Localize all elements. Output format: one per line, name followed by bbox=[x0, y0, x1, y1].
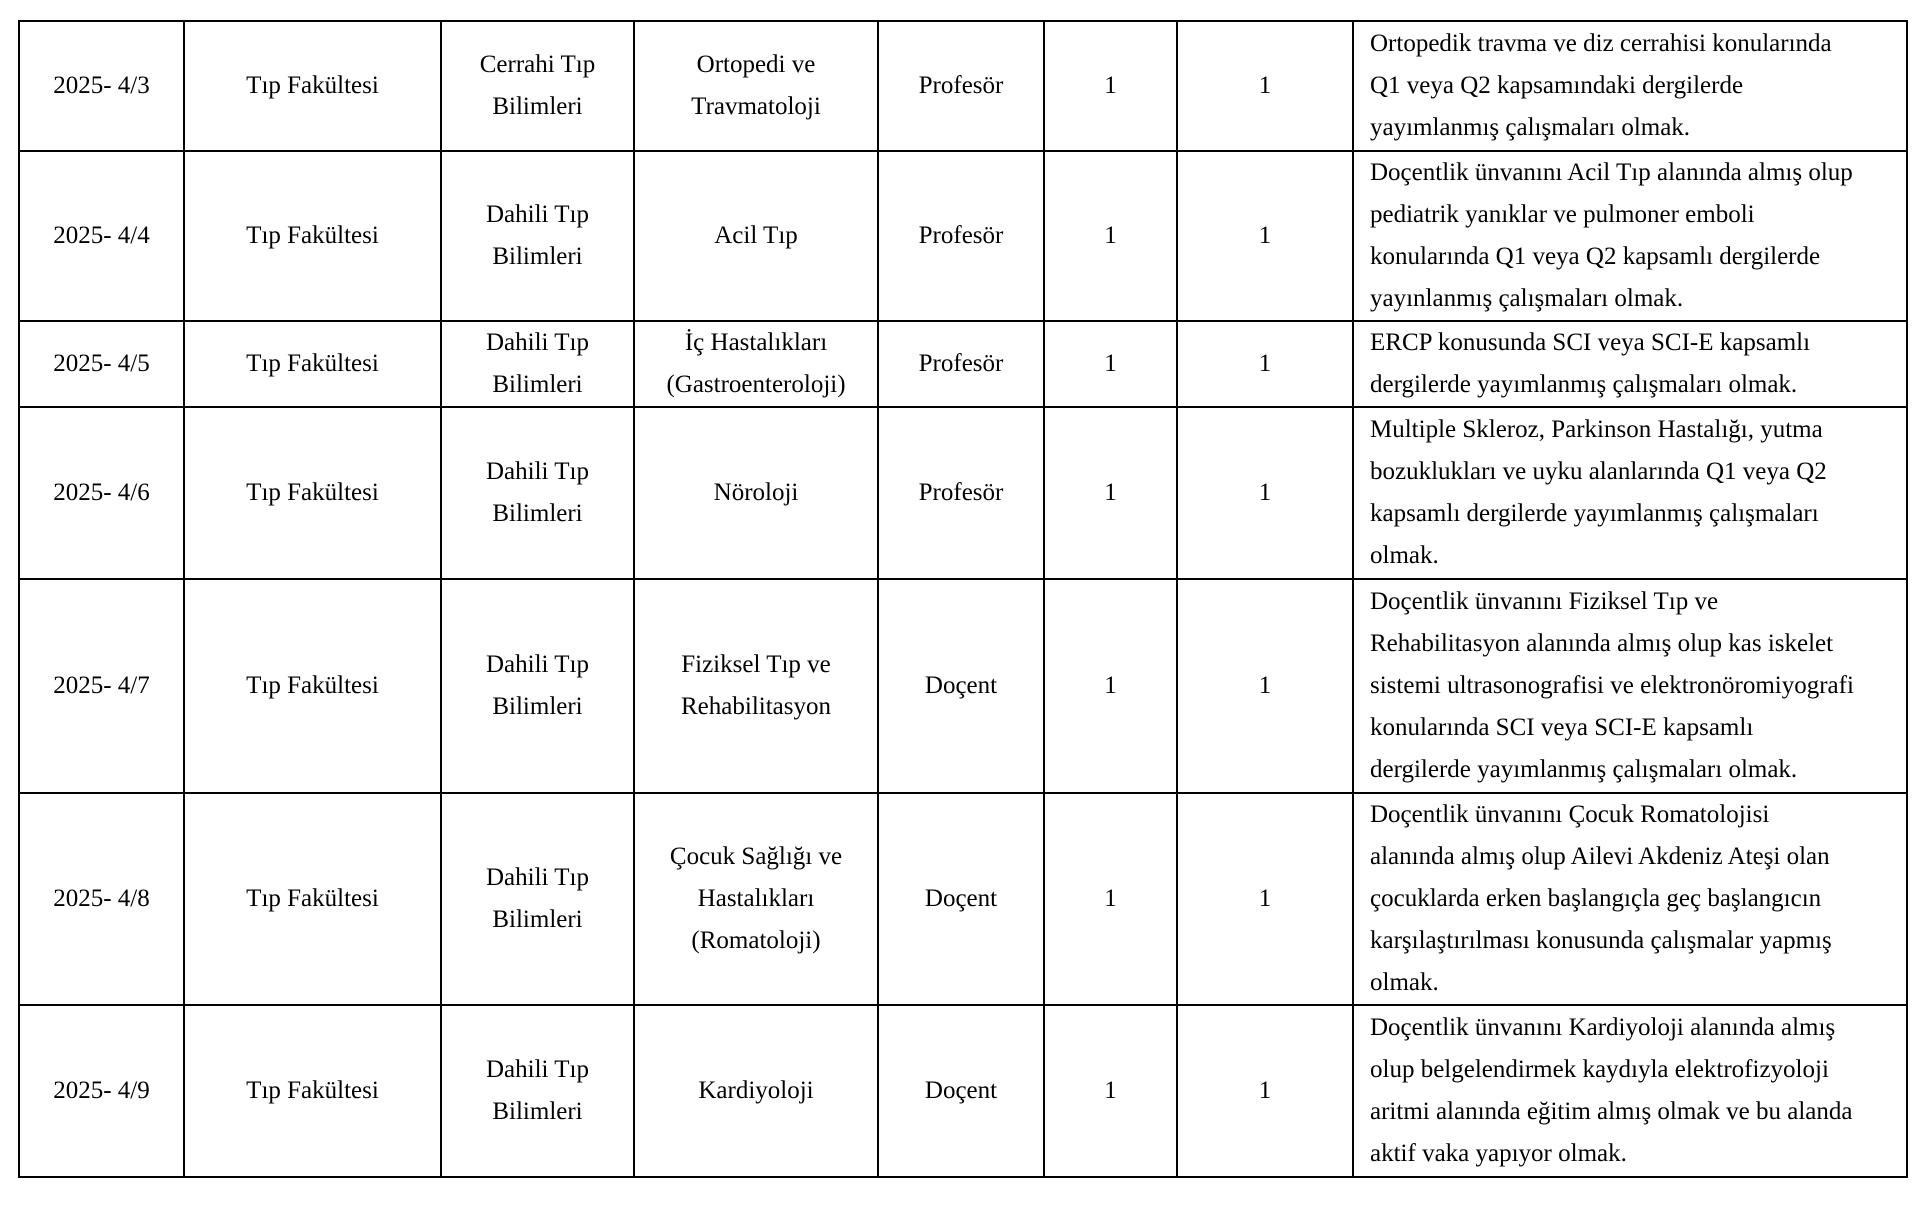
position-table bbox=[18, 20, 1908, 1178]
cell-kadro-derecesi: 1 bbox=[1044, 793, 1177, 1005]
cell-bolum: Dahili Tıp Bilimleri bbox=[441, 151, 634, 321]
cell-kadro-adedi: 1 bbox=[1177, 579, 1353, 793]
cell-kadro-adedi: 1 bbox=[1177, 321, 1353, 407]
cell-kadro-derecesi: 1 bbox=[1044, 1005, 1177, 1177]
table-row bbox=[19, 579, 1907, 793]
cell-kadro-adedi: 1 bbox=[1177, 151, 1353, 321]
cell-kadro-derecesi: 1 bbox=[1044, 21, 1177, 151]
cell-birim: Tıp Fakültesi bbox=[184, 21, 441, 151]
cell-birim: Tıp Fakültesi bbox=[184, 407, 441, 579]
cell-birim: Tıp Fakültesi bbox=[184, 1005, 441, 1177]
table-row bbox=[19, 151, 1907, 321]
cell-kadro-unvani: Profesör bbox=[878, 321, 1044, 407]
cell-kadro-unvani: Doçent bbox=[878, 1005, 1044, 1177]
cell-kadro-adedi: 1 bbox=[1177, 21, 1353, 151]
cell-anabilim-dali: Acil Tıp bbox=[634, 151, 878, 321]
cell-kadro-derecesi: 1 bbox=[1044, 151, 1177, 321]
cell-kadro-derecesi: 1 bbox=[1044, 321, 1177, 407]
cell-ilan-no: 2025- 4/3 bbox=[19, 21, 184, 151]
cell-anabilim-dali: İç Hastalıkları (Gastroenteroloji) bbox=[634, 321, 878, 407]
cell-birim: Tıp Fakültesi bbox=[184, 579, 441, 793]
cell-birim: Tıp Fakültesi bbox=[184, 793, 441, 1005]
cell-bolum: Dahili Tıp Bilimleri bbox=[441, 321, 634, 407]
cell-birim: Tıp Fakültesi bbox=[184, 321, 441, 407]
cell-aranan-nitelikler: Doçentlik ünvanını Acil Tıp alanında almış olup pediatrik yanıklar ve pulmoner emboli konularında Q1 veya Q2 kapsamlı dergilerde yayınlanmış çalışmaları olmak. bbox=[1353, 151, 1907, 321]
cell-bolum: Dahili Tıp Bilimleri bbox=[441, 793, 634, 1005]
cell-aranan-nitelikler: Doçentlik ünvanını Fiziksel Tıp ve Rehabilitasyon alanında almış olup kas iskelet sistemi ultrasonografisi ve elektronöromiyografi konularında SCI veya SCI-E kapsamlı dergilerde yayımlanmış çalışmaları olmak. bbox=[1353, 579, 1907, 793]
table-row bbox=[19, 407, 1907, 579]
cell-ilan-no: 2025- 4/9 bbox=[19, 1005, 184, 1177]
cell-ilan-no: 2025- 4/4 bbox=[19, 151, 184, 321]
cell-kadro-adedi: 1 bbox=[1177, 407, 1353, 579]
cell-bolum: Cerrahi Tıp Bilimleri bbox=[441, 21, 634, 151]
table-row bbox=[19, 21, 1907, 151]
cell-kadro-derecesi: 1 bbox=[1044, 407, 1177, 579]
cell-aranan-nitelikler: ERCP konusunda SCI veya SCI-E kapsamlı dergilerde yayımlanmış çalışmaları olmak. bbox=[1353, 321, 1907, 407]
cell-anabilim-dali: Fiziksel Tıp ve Rehabilitasyon bbox=[634, 579, 878, 793]
cell-aranan-nitelikler: Multiple Skleroz, Parkinson Hastalığı, yutma bozuklukları ve uyku alanlarında Q1 veya Q2 kapsamlı dergilerde yayımlanmış çalışmaları olmak. bbox=[1353, 407, 1907, 579]
cell-kadro-unvani: Doçent bbox=[878, 579, 1044, 793]
cell-kadro-adedi: 1 bbox=[1177, 1005, 1353, 1177]
cell-bolum: Dahili Tıp Bilimleri bbox=[441, 1005, 634, 1177]
cell-bolum: Dahili Tıp Bilimleri bbox=[441, 407, 634, 579]
cell-anabilim-dali: Nöroloji bbox=[634, 407, 878, 579]
cell-ilan-no: 2025- 4/8 bbox=[19, 793, 184, 1005]
cell-anabilim-dali: Çocuk Sağlığı ve Hastalıkları (Romatoloji) bbox=[634, 793, 878, 1005]
table-row bbox=[19, 321, 1907, 407]
cell-ilan-no: 2025- 4/7 bbox=[19, 579, 184, 793]
cell-bolum: Dahili Tıp Bilimleri bbox=[441, 579, 634, 793]
cell-kadro-unvani: Profesör bbox=[878, 151, 1044, 321]
cell-aranan-nitelikler: Doçentlik ünvanını Çocuk Romatolojisi alanında almış olup Ailevi Akdeniz Ateşi olan çocuklarda erken başlangıçla geç başlangıcın karşılaştırılması konusunda çalışmalar yapmış olmak. bbox=[1353, 793, 1907, 1005]
cell-birim: Tıp Fakültesi bbox=[184, 151, 441, 321]
cell-anabilim-dali: Kardiyoloji bbox=[634, 1005, 878, 1177]
table-row bbox=[19, 1005, 1907, 1177]
cell-kadro-adedi: 1 bbox=[1177, 793, 1353, 1005]
cell-ilan-no: 2025- 4/6 bbox=[19, 407, 184, 579]
cell-kadro-unvani: Profesör bbox=[878, 407, 1044, 579]
table-row bbox=[19, 793, 1907, 1005]
cell-anabilim-dali: Ortopedi ve Travmatoloji bbox=[634, 21, 878, 151]
cell-kadro-unvani: Doçent bbox=[878, 793, 1044, 1005]
cell-kadro-derecesi: 1 bbox=[1044, 579, 1177, 793]
cell-aranan-nitelikler: Ortopedik travma ve diz cerrahisi konularında Q1 veya Q2 kapsamındaki dergilerde yayımlanmış çalışmaları olmak. bbox=[1353, 21, 1907, 151]
cell-ilan-no: 2025- 4/5 bbox=[19, 321, 184, 407]
cell-kadro-unvani: Profesör bbox=[878, 21, 1044, 151]
cell-aranan-nitelikler: Doçentlik ünvanını Kardiyoloji alanında almış olup belgelendirmek kaydıyla elektrofizyoloji aritmi alanında eğitim almış olmak ve bu alanda aktif vaka yapıyor olmak. bbox=[1353, 1005, 1907, 1177]
